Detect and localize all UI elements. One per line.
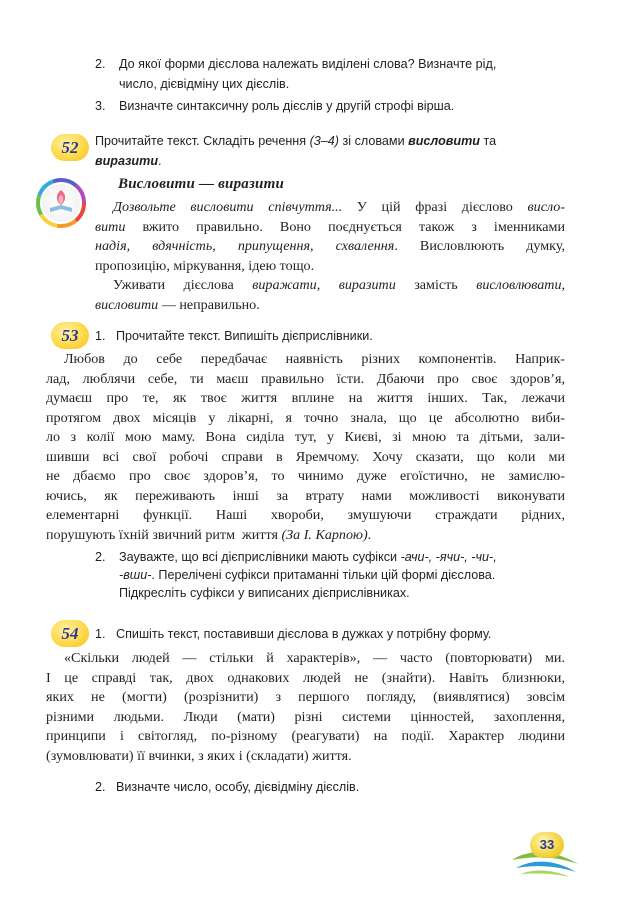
task-text: число, дієвідміну цих дієслів.	[119, 77, 290, 91]
text-line: не дбаємо про своє здоров’я, то чинимо дуже егоїстично, не замислю-	[46, 468, 565, 484]
exercise-text	[46, 350, 565, 545]
rule-example: Дозвольте висловити співчуття...	[113, 199, 343, 215]
text-line: лад, люблячи себе, ти маєш правильно їсти. Дбаючи про своє здоров’я,	[46, 370, 565, 387]
text-line: протягом двох місяців у лікарні, я точно знала, що це абсолютно виби-	[46, 409, 565, 426]
rainbow-book-icon	[36, 178, 86, 228]
rule-heading: Висловити — виразити	[118, 176, 285, 192]
exercise-number-badge: 52	[51, 134, 89, 161]
rule-text: — неправильно.	[158, 296, 260, 313]
text-line: думаєш про те, як твоє життя вплине на життя інших. Так, лежачи	[46, 390, 565, 406]
exercise-text	[46, 649, 565, 766]
text-line: Любов до себе передбачає наявність різних компонентів. Наприк-	[64, 351, 565, 367]
text-line: елементарні функції. Наші хвороби, змушуючи страждати рідних,	[46, 507, 565, 523]
task-text: Визначте синтаксичну роль дієслів у другій строфі вірша.	[119, 99, 455, 113]
rule-text: У цій фразі дієслово	[342, 199, 528, 215]
rule-text: пропозицію, міркування, ідею тощо.	[95, 257, 315, 274]
rule-text: вжито правильно. Воно поєднується також з іменниками	[125, 218, 565, 235]
exercise-number-badge: 54	[51, 620, 89, 647]
task-item	[95, 96, 565, 116]
rule-text: . Висловлюють думку,	[394, 238, 565, 254]
exercise-number-badge: 53	[51, 322, 89, 349]
rule-box-text	[95, 198, 565, 315]
task-text: До якої форми дієслова належать виділені слова? Визначте рід,	[119, 57, 497, 71]
task-number: 3.	[95, 99, 106, 113]
text-fragment: порушують їхній звичний ритм життя	[46, 526, 282, 543]
rule-example: висловити	[95, 296, 159, 313]
text-line: різними людьми. Люди (мати) різні системи цінностей, захоплення,	[46, 708, 565, 725]
instruction-text: та	[479, 134, 497, 148]
task-text: 1. Спишіть текст, поставивши дієслова в дужках у потрібну форму.	[95, 627, 492, 641]
rule-text: Уживати дієслова	[113, 277, 253, 293]
page-number: 33	[530, 832, 564, 858]
text-line: принципи і світогляд, по-різному (реагувати) на події. Характер людини	[46, 728, 565, 744]
rule-example: вити	[95, 218, 126, 235]
instruction-text: .	[158, 154, 162, 168]
rule-example: надія, вдячність, припущення, схвалення	[95, 238, 395, 254]
task-suffixes: -ачи-, -ячи-, -чи-,	[400, 550, 497, 564]
text-line: ючись, як переживають інші за втрату нами можливості виконувати	[46, 487, 565, 504]
text-line: І це справді так, двох однакових людей не (знайти). Навіть близнюки,	[46, 669, 565, 686]
text-line: (зумовлювати) її вчинки, з яких і (складати) життя.	[46, 747, 352, 764]
task-item	[95, 54, 565, 94]
text-line: ло з колії мою маму. Вона сиділа тут, у Києві, зі мною та дітьми, зали-	[46, 429, 565, 445]
task-text: Підкресліть суфікси у виписаних дієприслівниках.	[119, 586, 410, 600]
text-line: шивши всі свої робочі справи в Яремчому. Хочу сказати, що коли ми	[46, 448, 565, 465]
exercise-instruction	[95, 131, 565, 171]
rule-example: висловлювати,	[476, 277, 566, 293]
text-source: (За І. Карпою)	[281, 526, 368, 543]
task-text: Зауважте, що всі дієприслівники мають суфікси	[119, 550, 401, 564]
instruction-keyword: виразити	[95, 154, 159, 168]
instruction-text: зі словами	[339, 134, 409, 148]
text-line	[46, 526, 565, 546]
rule-example: виражати, виразити	[252, 277, 396, 293]
text-fragment: .	[367, 526, 372, 543]
text-line: яких не (могти) (розрізнити) з першого погляду, (виявлятися) зовсім	[46, 689, 565, 705]
rule-text: замість	[395, 277, 477, 293]
task-number: 2.	[95, 57, 106, 71]
instruction-range: (3–4)	[309, 134, 339, 148]
task-text: 2. Визначте число, особу, дієвідміну дієслів.	[95, 780, 360, 794]
task-text: . Перелічені суфікси притаманні тільки цій формі дієслова.	[151, 568, 496, 582]
instruction-keyword: висловити	[408, 134, 480, 148]
text-line: «Скільки людей — стільки й характерів», — часто (повторювати) ми.	[64, 650, 565, 666]
task-number: 2.	[95, 550, 106, 564]
rule-example: висло-	[527, 199, 566, 215]
task-item	[95, 548, 565, 602]
task-suffixes: -вши-	[119, 568, 152, 582]
instruction-text: Прочитайте текст. Складіть речення	[95, 134, 310, 148]
task-text: 1. Прочитайте текст. Випишіть дієприслівники.	[95, 329, 373, 343]
